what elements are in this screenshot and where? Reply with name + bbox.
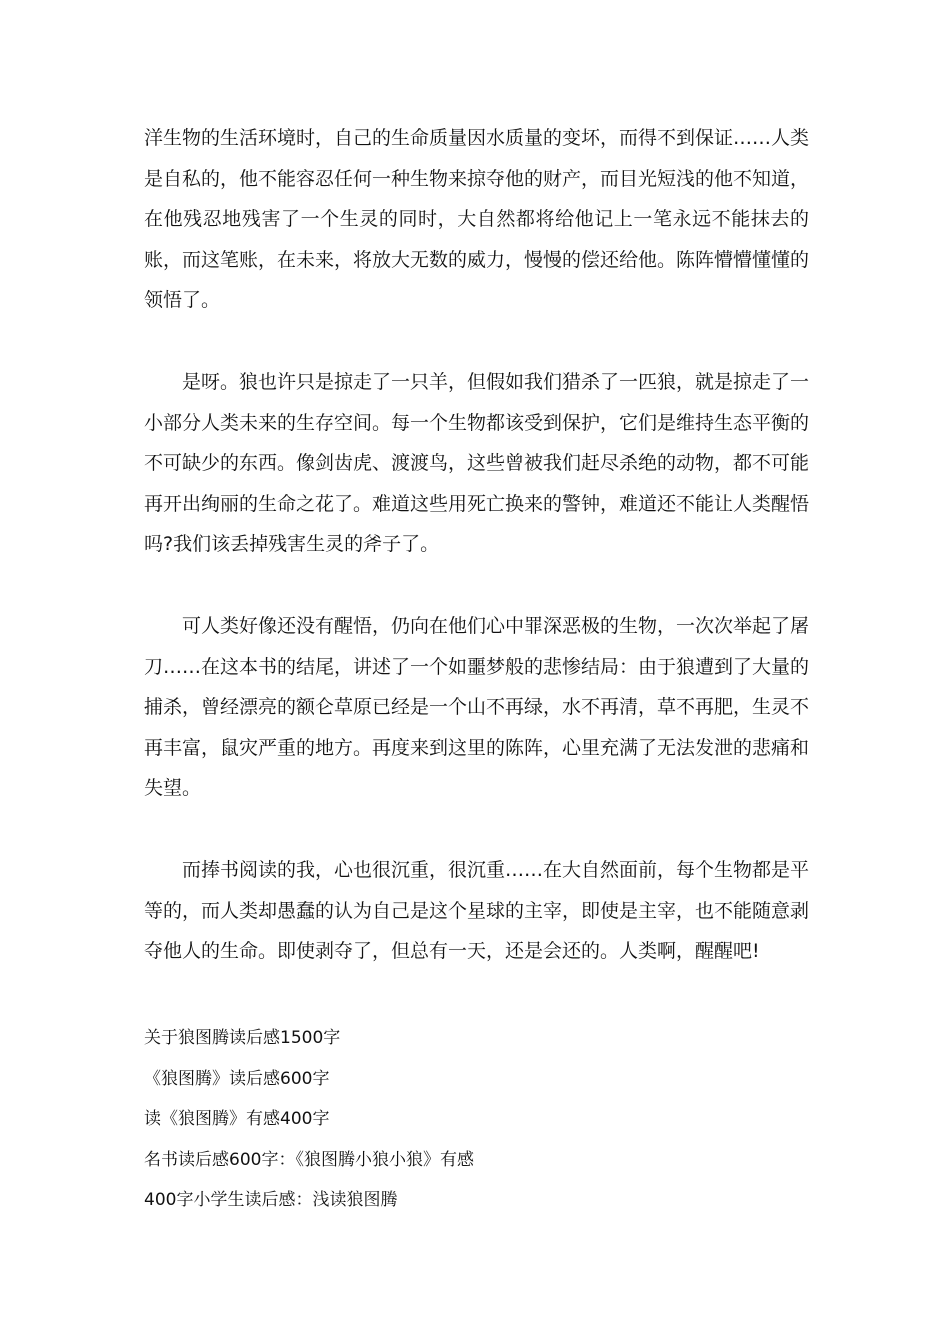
paragraph-1: 洋生物的生活环境时，自己的生命质量因水质量的变坏，而得不到保证……人类是自私的，他不能容忍任何一种生物来掠夺他的财产，而目光短浅的他不知道，在他残忍地残害了一个生灵的同时，大自然都将给他记上一笔永远不能抹去的账，而这笔账，在未来，将放大无数的威力，慢慢的偿还给他。陈阵懵懵懂懂的领悟了。 bbox=[144, 127, 810, 311]
paragraph-4: 而捧书阅读的我，心也很沉重，很沉重……在大自然面前，每个生物都是平等的，而人类却愚蠢的认为自己是这个星球的主宰，即使是主宰，也不能随意剥夺他人的生命。即使剥夺了，但总有一天，还是会还的。人类啊，醒醒吧! bbox=[144, 859, 810, 962]
paragraph-3: 可人类好像还没有醒悟，仍向在他们心中罪深恶极的生物，一次次举起了屠刀……在这本书的结尾，讲述了一个如噩梦般的悲惨结局：由于狼遭到了大量的捕杀，曾经漂亮的额仑草原已经是一个山不再绿，水不再清，草不再肥，生灵不再丰富，鼠灾严重的地方。再度来到这里的陈阵，心里充满了无法发泄的悲痛和失望。 bbox=[144, 615, 810, 799]
related-link[interactable]: 400字小学生读后感：浅读狼图腾 bbox=[144, 1190, 398, 1210]
related-link[interactable]: 关于狼图腾读后感1500字 bbox=[144, 1028, 341, 1048]
related-link[interactable]: 名书读后感600字：《狼图腾小狼小狼》有感 bbox=[144, 1149, 474, 1170]
related-link[interactable]: 读《狼图腾》有感400字 bbox=[144, 1109, 330, 1129]
paragraph-2: 是呀。狼也许只是掠走了一只羊，但假如我们猎杀了一匹狼，就是掠走了一小部分人类未来的生存空间。每一个生物都该受到保护，它们是维持生态平衡的不可缺少的东西。像剑齿虎、渡渡鸟，这些曾被我们赶尽杀绝的动物，都不可能再开出绚丽的生命之花了。难道这些用死亡换来的警钟，难道还不能让人类醒悟吗?我们该丢掉残害生灵的斧子了。 bbox=[144, 371, 810, 555]
related-links-list bbox=[144, 1018, 809, 1221]
related-link[interactable]: 《狼图腾》读后感600字 bbox=[144, 1068, 330, 1089]
